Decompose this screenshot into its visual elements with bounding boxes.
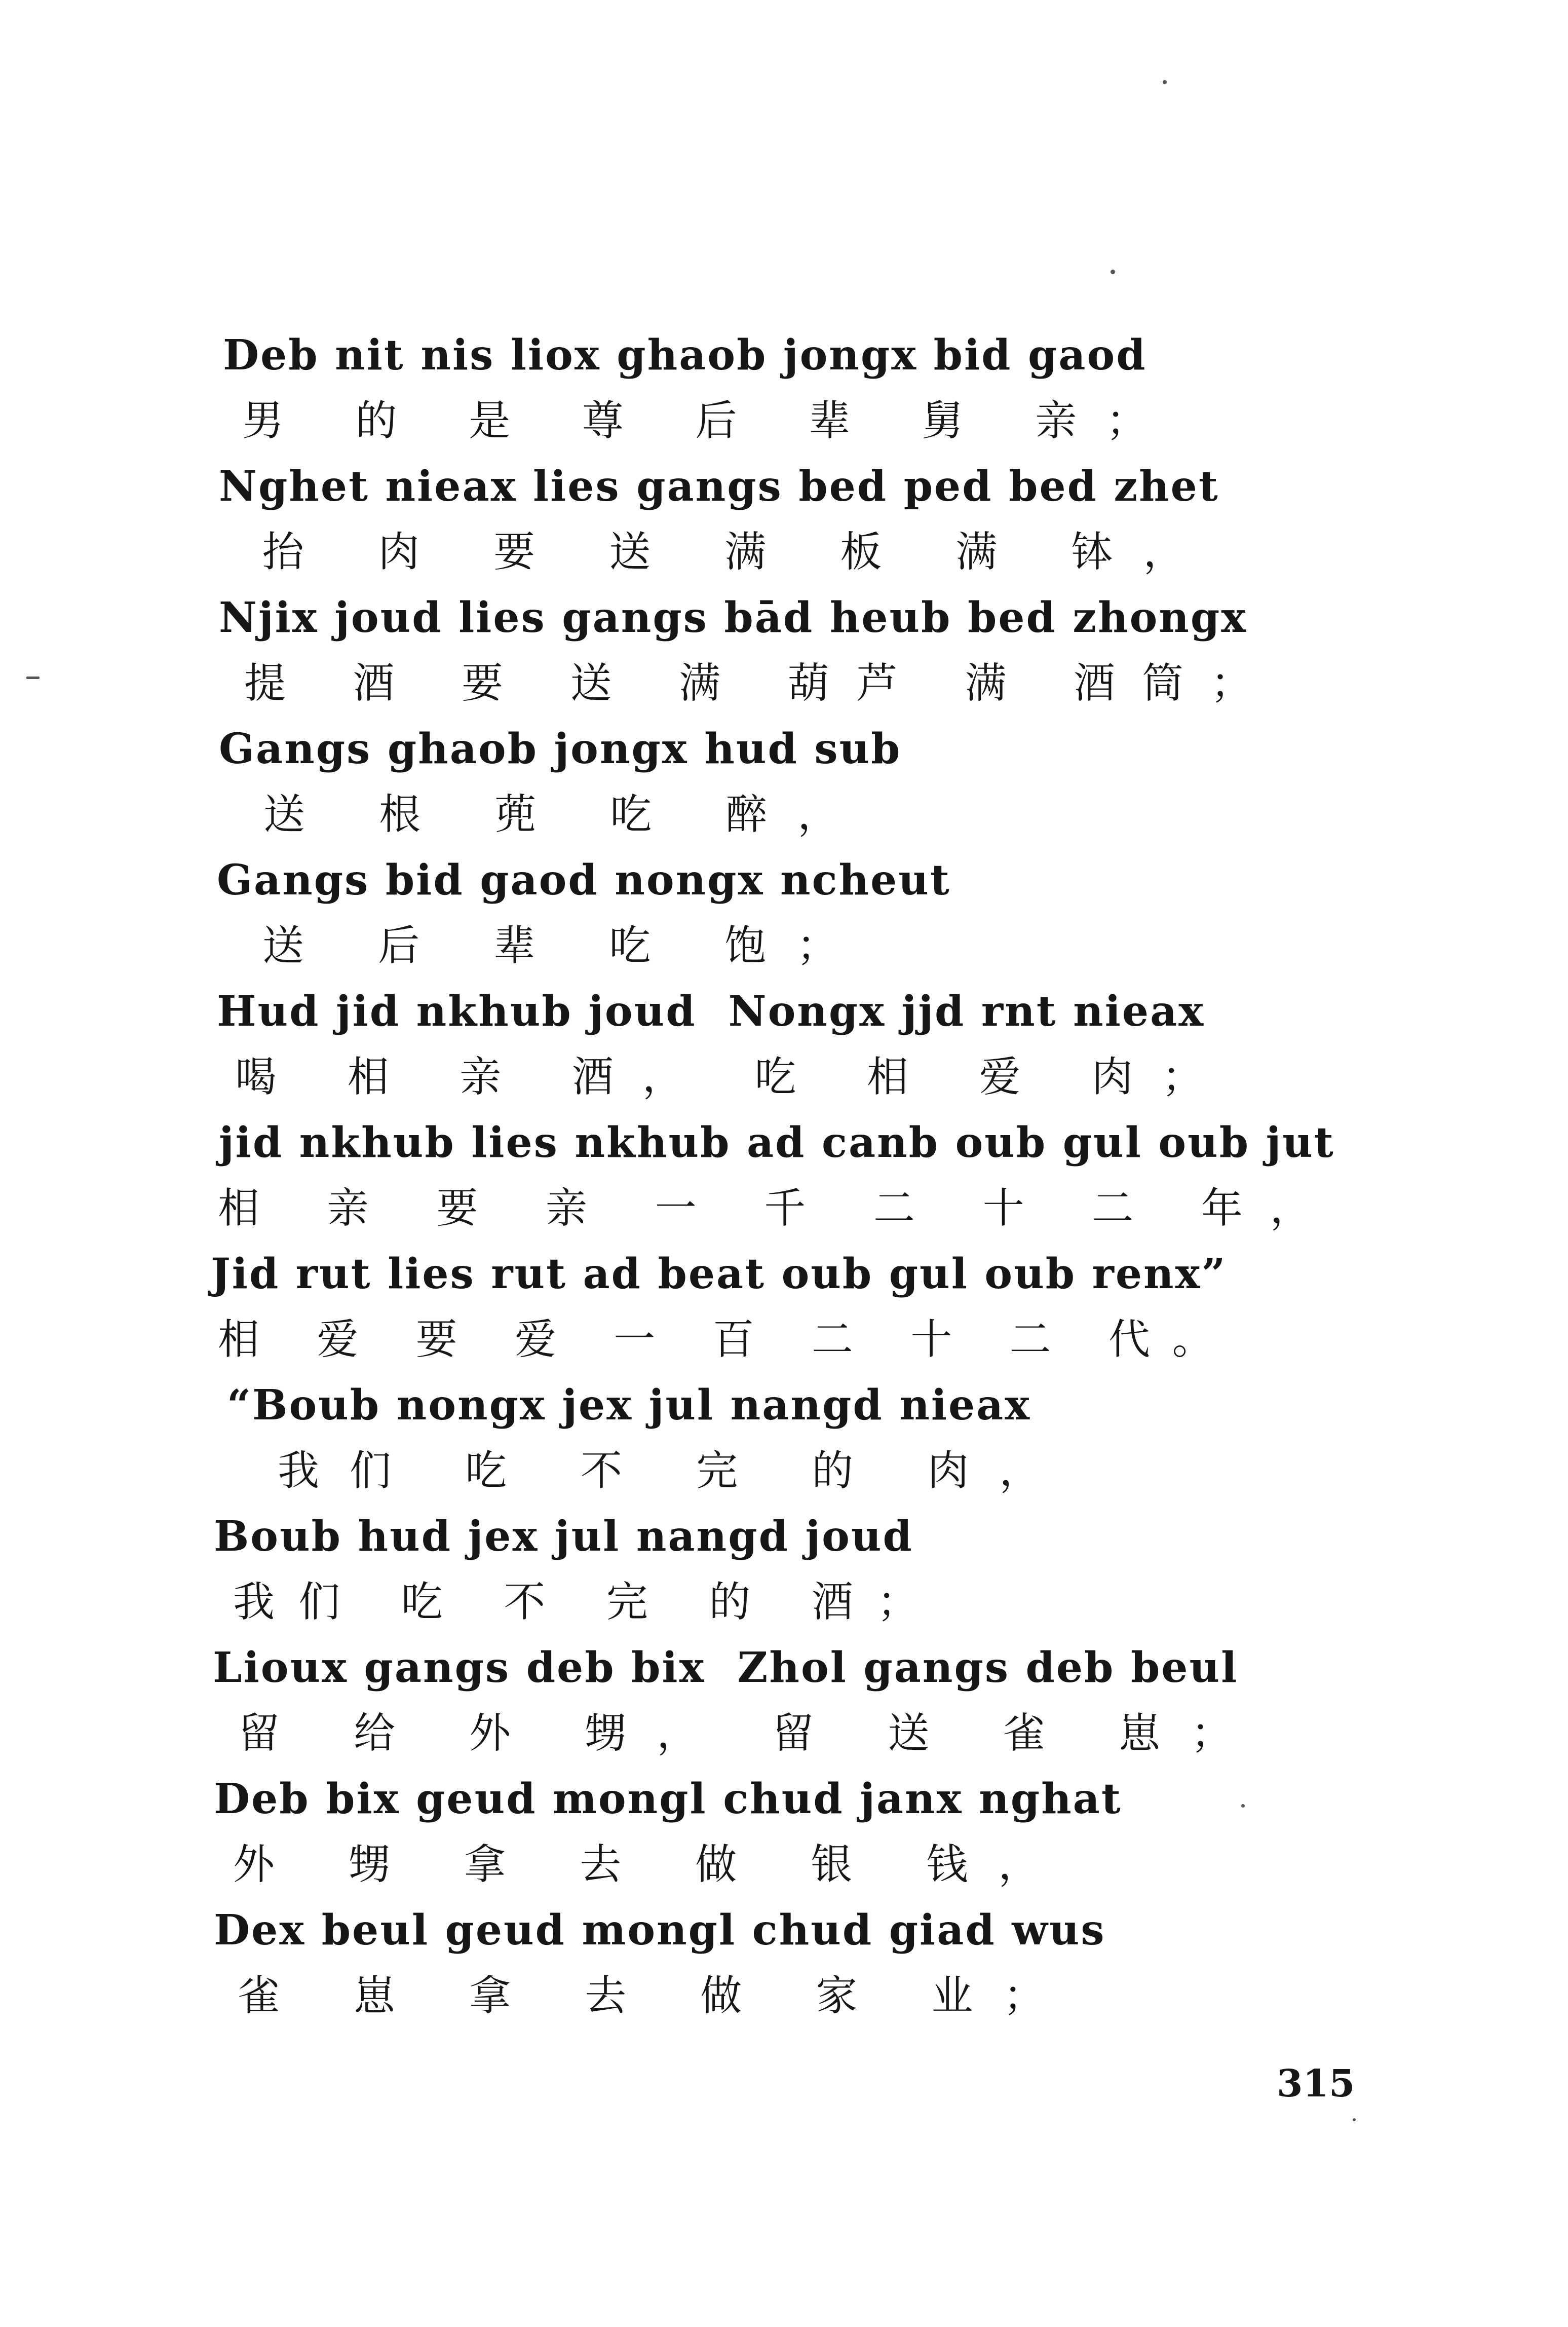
scan-speck [1241,1804,1245,1808]
chinese-gloss-line: 送 根 蔸 吃 醉， [263,791,870,839]
chinese-gloss-line: 相 亲 要 亲 一 千 二 十 二 年， [218,1184,1339,1232]
scan-speck [26,677,40,679]
latin-line: Gangs ghaob jongx hud sub [219,725,902,773]
latin-line: Jid rut lies rut ad beat oub gul oub renx” [211,1250,1227,1298]
chinese-gloss-line: 外 甥 拿 去 做 银 钱， [233,1841,1070,1889]
latin-line: Hud jid nkhub joud Nongx jjd rnt nieax [217,987,1205,1036]
latin-line: Lioux gangs deb bix Zhol gangs deb beul [213,1643,1239,1692]
latin-line: “Boub nongx jex jul nangd nieax [227,1381,1031,1430]
latin-line: Deb bix geud mongl chud janx nghat [214,1775,1122,1823]
chinese-gloss-line: 提 酒 要 送 满 葫芦 满 酒筒； [244,659,1279,707]
latin-line: Deb nit nis liox ghaob jongx bid gaod [223,331,1147,380]
chinese-gloss-line: 抬 肉 要 送 满 板 满 钵， [262,528,1215,576]
chinese-gloss-line: 喝 相 亲 酒， 吃 相 爱 肉； [235,1053,1232,1101]
scan-speck [1353,2118,1356,2121]
latin-line: Boub hud jex jul nangd joud [214,1512,913,1561]
scan-speck [1111,270,1115,274]
scan-speck [1163,80,1167,84]
latin-line: Nghet nieax lies gangs bed ped bed zhet [219,462,1219,511]
chinese-gloss-line: 雀 崽 拿 去 做 家 业； [238,1972,1076,2020]
page-number: 315 [1277,2062,1355,2106]
chinese-gloss-line: 留 给 外 甥， 留 送 雀 崽； [238,1709,1263,1757]
latin-line: Dex beul geud mongl chud giad wus [214,1906,1106,1955]
chinese-gloss-line: 男 的 是 尊 后 辈 舅 亲； [242,397,1177,445]
latin-line: Njix joud lies gangs bād heub bed zhongx [219,593,1248,642]
chinese-gloss-line: 我们 吃 不 完 的 肉， [278,1447,1072,1495]
chinese-gloss-line: 送 后 辈 吃 饱； [262,922,869,970]
latin-line: Gangs bid gaod nongx ncheut [217,856,951,905]
latin-line: jid nkhub lies nkhub ad canb oub gul oub jut [219,1118,1335,1167]
chinese-gloss-line: 我们 吃 不 完 的 酒； [233,1578,943,1626]
chinese-gloss-line: 相 爱 要 爱 一 百 二 十 二 代。 [218,1316,1236,1364]
